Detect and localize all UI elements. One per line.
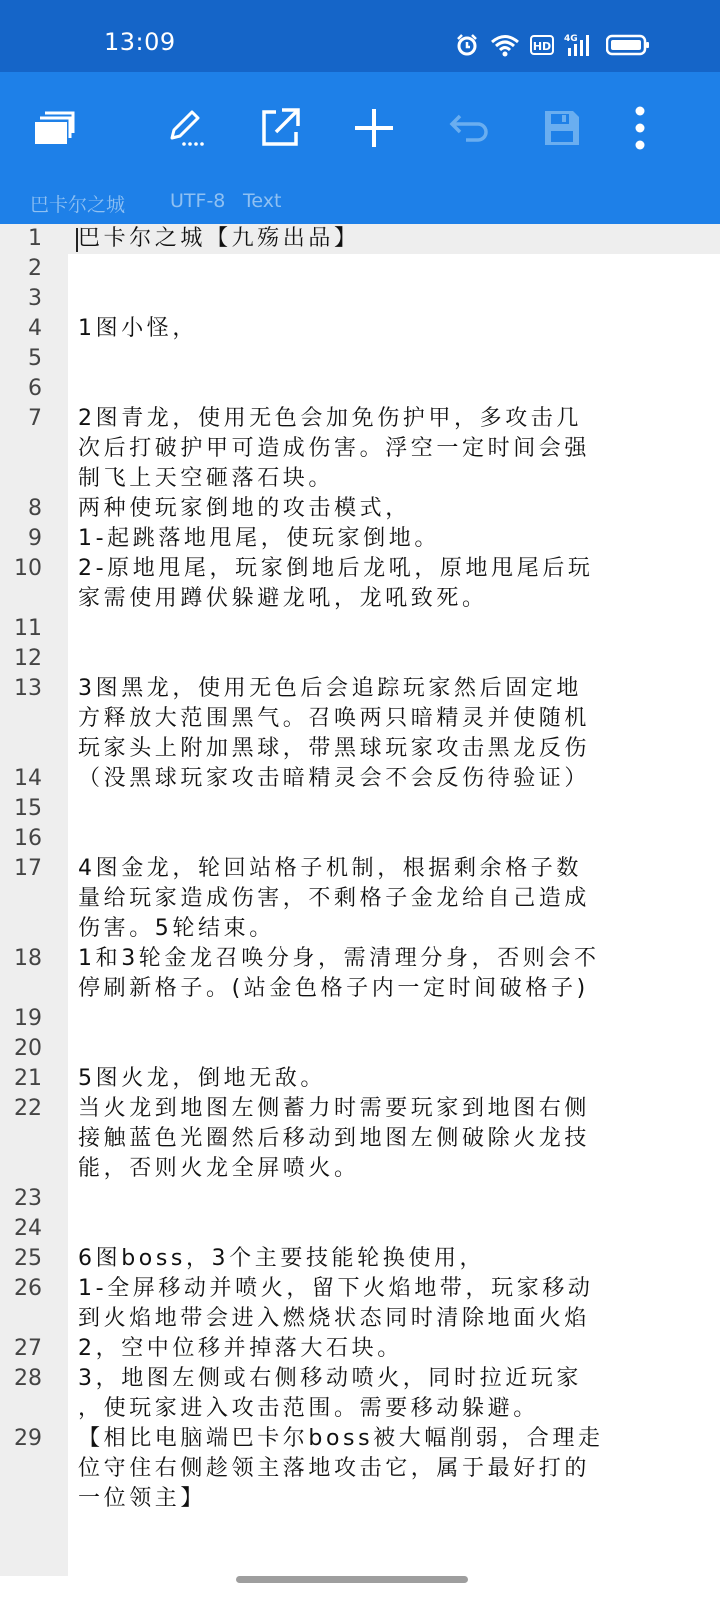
text-line[interactable]: 1-全屏移动并喷火，留下火焰地带，玩家移动 [78, 1276, 594, 1301]
open-external-button[interactable] [252, 100, 308, 156]
text-line[interactable]: 1图小怪， [78, 316, 198, 341]
text-line[interactable]: 3，地图左侧或右侧移动喷火，同时拉近玩家 [78, 1366, 582, 1391]
home-indicator[interactable] [236, 1576, 468, 1583]
line-number: 9 [28, 526, 42, 551]
line-number: 22 [14, 1096, 42, 1121]
line-number: 24 [14, 1216, 42, 1241]
text-line[interactable]: 一位领主】 [78, 1486, 207, 1511]
text-line[interactable]: 两种使玩家倒地的攻击模式， [78, 496, 411, 521]
line-number: 18 [14, 946, 42, 971]
text-line[interactable]: 2，空中位移并掉落大石块。 [78, 1336, 403, 1361]
line-number: 25 [14, 1246, 42, 1271]
line-number: 12 [14, 646, 42, 671]
status-bar [0, 0, 720, 72]
text-line[interactable]: 4图金龙，轮回站格子机制，根据剩余格子数 [78, 856, 582, 881]
text-line[interactable]: 能，否则火龙全屏喷火。 [78, 1156, 360, 1181]
undo-button[interactable] [440, 100, 496, 156]
tabs-button[interactable] [26, 100, 82, 156]
text-line[interactable]: 3图黑龙，使用无色后会追踪玩家然后固定地 [78, 676, 582, 701]
text-line[interactable]: 巴卡尔之城【九殇出品】 [78, 226, 360, 251]
line-number: 3 [28, 286, 42, 311]
line-number: 2 [28, 256, 42, 281]
line-number: 10 [14, 556, 42, 581]
line-number: 11 [14, 616, 42, 641]
line-number: 13 [14, 676, 42, 701]
open-external-icon [258, 106, 302, 150]
wifi-icon [490, 33, 520, 57]
line-number: 26 [14, 1276, 42, 1301]
svg-text:4G: 4G [564, 34, 578, 44]
status-icons [454, 30, 650, 60]
text-line[interactable]: 位守住右侧趁领主落地攻击它，属于最好打的 [78, 1456, 591, 1481]
line-number: 1 [28, 226, 42, 251]
toolbar [0, 72, 720, 184]
text-line[interactable]: 接触蓝色光圈然后移动到地图左侧破除火龙技 [78, 1126, 591, 1151]
line-number: 7 [28, 406, 42, 431]
battery-icon [606, 33, 650, 57]
text-line[interactable]: 1和3轮金龙召唤分身，需清理分身，否则会不 [78, 946, 600, 971]
line-number: 19 [14, 1006, 42, 1031]
line-number: 6 [28, 376, 42, 401]
line-number: 20 [14, 1036, 42, 1061]
text-line[interactable]: 量给玩家造成伤害，不剩格子金龙给自己造成 [78, 886, 591, 911]
line-number: 15 [14, 796, 42, 821]
line-number: 27 [14, 1336, 42, 1361]
svg-text:HD: HD [532, 40, 552, 53]
file-info-bar [0, 184, 720, 224]
add-button[interactable] [346, 100, 402, 156]
text-line[interactable]: 次后打破护甲可造成伤害。浮空一定时间会强 [78, 436, 591, 461]
signal-4g-icon [564, 32, 596, 58]
text-line[interactable]: 方释放大范围黑气。召唤两只暗精灵并使随机 [78, 706, 591, 731]
line-number: 16 [14, 826, 42, 851]
text-line[interactable]: 玩家头上附加黑球，带黑球玩家攻击黑龙反伤 [78, 736, 591, 761]
edit-icon [164, 106, 208, 150]
edit-button[interactable] [158, 100, 214, 156]
text-line[interactable]: 当火龙到地图左侧蓄力时需要玩家到地图右侧 [78, 1096, 591, 1121]
text-line[interactable]: 到火焰地带会进入燃烧状态同时清除地面火焰 [78, 1306, 591, 1331]
text-line[interactable]: 2图青龙，使用无色会加免伤护甲，多攻击几 [78, 406, 582, 431]
add-icon [352, 106, 396, 150]
line-number: 4 [28, 316, 42, 341]
text-line[interactable]: 1-起跳落地甩尾，使玩家倒地。 [78, 526, 440, 551]
save-button[interactable] [534, 100, 590, 156]
text-line[interactable]: 5图火龙，倒地无敌。 [78, 1066, 326, 1091]
line-number: 17 [14, 856, 42, 881]
text-editor[interactable] [0, 224, 720, 1568]
mode-label: Text [243, 190, 282, 212]
line-number: 21 [14, 1066, 42, 1091]
more-icon [634, 106, 646, 150]
hd-icon [530, 34, 554, 56]
line-number: 5 [28, 346, 42, 371]
alarm-icon [454, 32, 480, 58]
text-line[interactable]: （没黑球玩家攻击暗精灵会不会反伤待验证） [78, 766, 591, 791]
text-line[interactable]: 家需使用蹲伏躲避龙吼，龙吼致死。 [78, 586, 488, 611]
text-line[interactable]: 【相比电脑端巴卡尔boss被大幅削弱，合理走 [78, 1426, 604, 1451]
line-number: 14 [14, 766, 42, 791]
line-number: 28 [14, 1366, 42, 1391]
encoding-label: UTF-8 [170, 190, 226, 212]
status-time: 13:09 [104, 28, 176, 56]
file-name: 巴卡尔之城 [30, 194, 126, 216]
tabs-icon [32, 108, 76, 148]
text-line[interactable]: 2-原地甩尾，玩家倒地后龙吼，原地甩尾后玩 [78, 556, 594, 581]
line-number: 23 [14, 1186, 42, 1211]
text-line[interactable]: ，使玩家进入攻击范围。需要移动躲避。 [78, 1396, 539, 1421]
more-button[interactable] [612, 100, 668, 156]
undo-icon [446, 110, 490, 146]
line-number: 8 [28, 496, 42, 521]
line-number: 29 [14, 1426, 42, 1451]
text-line[interactable]: 6图boss，3个主要技能轮换使用， [78, 1246, 486, 1271]
save-icon [542, 108, 582, 148]
text-line[interactable]: 停刷新格子。(站金色格子内一定时间破格子) [78, 976, 589, 1001]
text-line[interactable]: 伤害。5轮结束。 [78, 916, 275, 941]
text-line[interactable]: 制飞上天空砸落石块。 [78, 466, 335, 491]
